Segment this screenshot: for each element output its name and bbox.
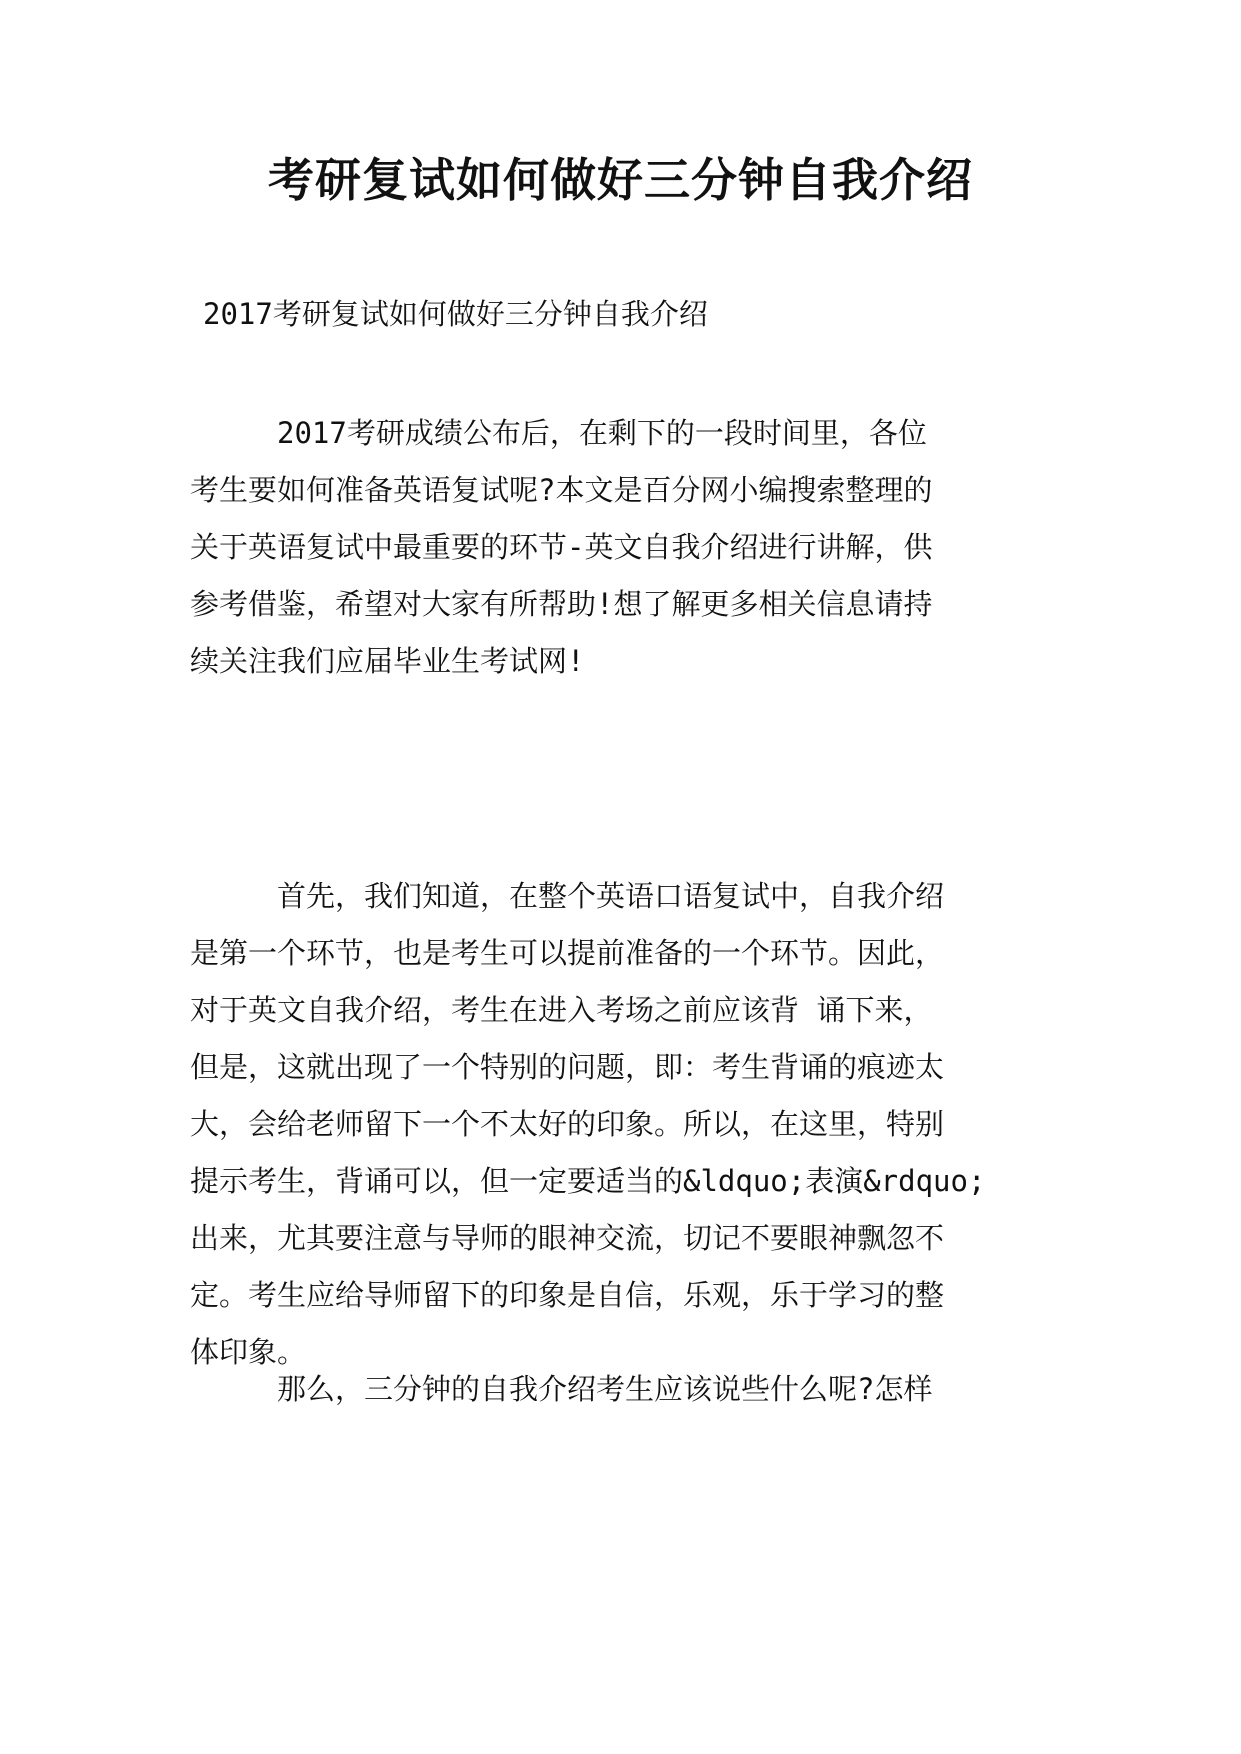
paragraph-line: 续关注我们应届毕业生考试网! (190, 644, 585, 678)
paragraph-line: 是第一个环节，也是考生可以提前准备的一个环节。因此， (190, 936, 945, 970)
document-subtitle: 2017考研复试如何做好三分钟自我介绍 (203, 297, 708, 331)
paragraph-line: 关于英语复试中最重要的环节-英文自我介绍进行讲解，供 (190, 530, 933, 564)
paragraph-line: 参考借鉴，希望对大家有所帮助!想了解更多相关信息请持 (190, 587, 933, 621)
paragraph-line: 考生要如何准备英语复试呢?本文是百分网小编搜索整理的 (190, 473, 933, 507)
paragraph-line: 提示考生，背诵可以，但一定要适当的&ldquo;表演&rdquo; (190, 1164, 986, 1198)
paragraph-line: 首先，我们知道，在整个英语口语复试中，自我介绍 (190, 879, 945, 913)
paragraph-intro (190, 405, 1070, 690)
paragraph-line: 定。考生应给导师留下的印象是自信，乐观，乐于学习的整 (190, 1278, 945, 1312)
paragraph-line: 2017考研成绩公布后，在剩下的一段时间里，各位 (190, 416, 927, 450)
paragraph-first (190, 868, 1070, 1381)
paragraph-second (190, 1361, 1070, 1418)
paragraph-line: 那么，三分钟的自我介绍考生应该说些什么呢?怎样 (190, 1372, 933, 1406)
page-title: 考研复试如何做好三分钟自我介绍 (268, 153, 973, 207)
paragraph-line: 出来，尤其要注意与导师的眼神交流，切记不要眼神飘忽不 (190, 1221, 945, 1255)
paragraph-line: 体印象。 (190, 1335, 307, 1369)
paragraph-line: 对于英文自我介绍，考生在进入考场之前应该背 诵下来， (190, 993, 933, 1027)
paragraph-line: 大，会给老师留下一个不太好的印象。所以，在这里，特别 (190, 1107, 945, 1141)
paragraph-line: 但是，这就出现了一个特别的问题，即：考生背诵的痕迹太 (190, 1050, 945, 1084)
